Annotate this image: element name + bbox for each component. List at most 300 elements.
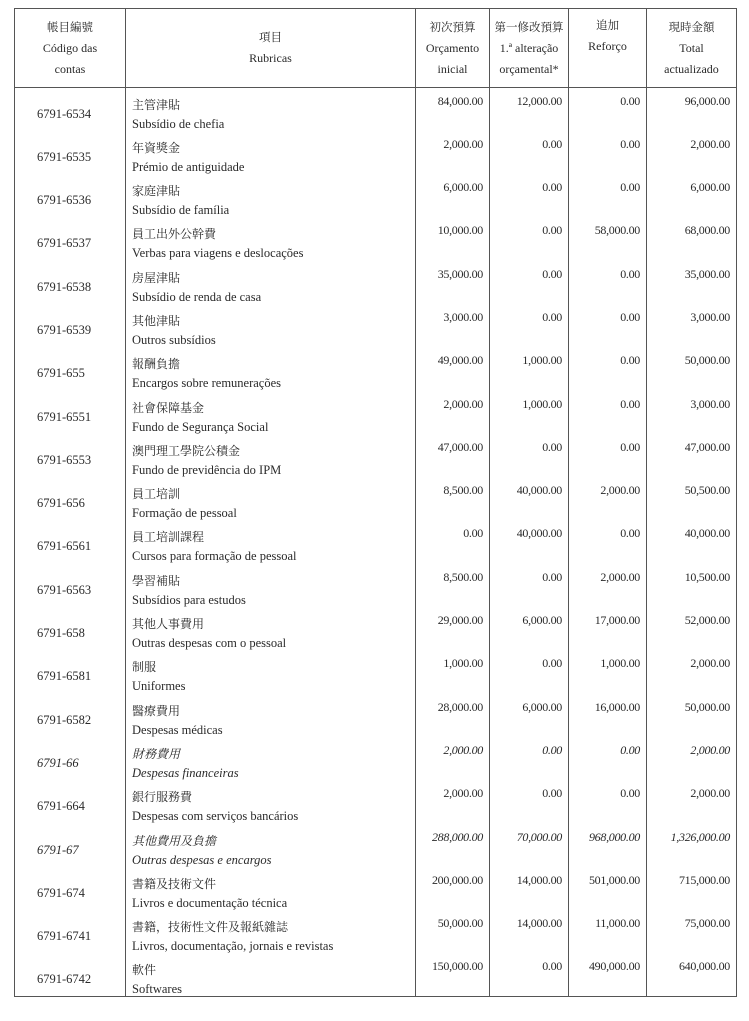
initial-value: 50,000.00 [437,916,483,931]
initial-value: 47,000.00 [437,439,483,454]
item-cell [126,867,416,910]
alteration-value: 14,000.00 [516,872,562,887]
reinforcement-value: 501,000.00 [588,872,640,887]
item-zh: 制服 [132,660,157,675]
total-value: 47,000.00 [684,439,730,454]
item-pt: Prémio de antiguidade [132,159,245,174]
item-zh: 其他人事費用 [132,617,205,632]
account-code: 6791-6535 [37,149,92,164]
reinforcement-cell [569,174,647,217]
initial-value: 8,500.00 [443,483,483,498]
header-code-zh: 帳目編號 [47,19,93,34]
table-row [15,867,737,910]
item-pt: Outras despesas e encargos [132,852,272,867]
total-value: 2,000.00 [690,656,730,671]
code-cell [15,694,126,737]
reinforcement-cell [569,824,647,867]
item-zh: 員工培訓課程 [132,530,205,545]
code-cell [15,347,126,390]
item-pt: Livros, documentação, jornais e revistas [132,939,334,954]
initial-value: 35,000.00 [437,266,483,281]
reinforcement-value: 0.00 [620,439,640,454]
total-cell [647,391,737,434]
alteration-cell [490,174,569,217]
initial-cell [416,564,490,607]
total-value: 68,000.00 [684,223,730,238]
alteration-value: 0.00 [542,136,562,151]
alteration-cell [490,824,569,867]
initial-value: 0.00 [463,526,483,541]
table-body [15,88,737,997]
header-reinforcement-pt: Reforço [588,39,627,53]
reinforcement-cell [569,694,647,737]
table-header [15,9,737,88]
header-total-pt1: Total [679,40,704,55]
initial-cell [416,650,490,693]
initial-value: 1,000.00 [443,656,483,671]
total-cell [647,780,737,823]
reinforcement-cell [569,520,647,563]
reinforcement-value: 968,000.00 [588,829,640,844]
code-cell [15,477,126,520]
account-code: 6791-67 [37,842,79,857]
table-row [15,174,737,217]
initial-cell [416,261,490,304]
total-cell [647,650,737,693]
code-cell [15,650,126,693]
item-pt: Subsídio de chefia [132,117,225,131]
alteration-cell [490,564,569,607]
alteration-value: 0.00 [542,742,562,757]
budget-table [14,8,737,997]
alteration-value: 6,000.00 [522,699,562,714]
reinforcement-value: 0.00 [620,786,640,801]
alteration-value: 0.00 [542,266,562,281]
code-cell [15,131,126,174]
initial-cell [416,737,490,780]
total-cell [647,261,737,304]
alteration-cell [490,217,569,260]
item-cell [126,824,416,867]
item-cell [126,347,416,390]
item-zh: 家庭津貼 [132,184,181,199]
initial-value: 29,000.00 [437,613,483,628]
account-code: 6791-6551 [37,409,92,424]
initial-cell [416,520,490,563]
initial-value: 2,000.00 [443,396,483,411]
code-cell [15,217,126,260]
total-cell [647,434,737,477]
code-cell [15,174,126,217]
item-zh: 其他津貼 [132,313,181,328]
initial-value: 2,000.00 [443,742,483,757]
header-item-zh: 項目 [259,30,282,44]
code-cell [15,564,126,607]
total-cell [647,174,737,217]
item-cell [126,174,416,217]
header-initial [416,9,490,88]
table-row [15,261,737,304]
reinforcement-cell [569,304,647,347]
item-zh: 醫療費用 [132,703,181,718]
total-value: 3,000.00 [690,396,730,411]
initial-value: 2,000.00 [443,136,483,151]
alteration-cell [490,607,569,650]
item-zh: 軟件 [132,963,157,978]
item-zh: 澳門理工學院公積金 [132,443,241,458]
alteration-value: 0.00 [542,656,562,671]
item-zh: 財務費用 [132,746,181,761]
reinforcement-value: 0.00 [620,742,640,757]
item-pt: Outras despesas com o pessoal [132,636,287,651]
item-pt: Despesas médicas [132,722,223,737]
code-cell [15,304,126,347]
total-cell [647,607,737,650]
item-zh: 社會保障基金 [132,400,205,415]
total-cell [647,477,737,520]
reinforcement-value: 2,000.00 [600,569,640,584]
total-cell [647,347,737,390]
header-item [126,9,416,88]
header-reinforcement [569,9,647,88]
table-row [15,88,737,131]
item-zh: 其他費用及負擔 [132,833,217,848]
reinforcement-value: 0.00 [620,353,640,368]
total-value: 40,000.00 [684,526,730,541]
item-zh: 主管津貼 [132,98,181,112]
account-code: 6791-6742 [37,972,92,987]
item-cell [126,780,416,823]
item-pt: Subsídios para estudos [132,592,246,607]
item-zh: 銀行服務費 [132,790,193,805]
initial-value: 8,500.00 [443,569,483,584]
code-cell [15,780,126,823]
table-row [15,824,737,867]
initial-value: 10,000.00 [437,223,483,238]
table-row [15,131,737,174]
code-cell [15,88,126,131]
initial-value: 2,000.00 [443,786,483,801]
table-row [15,304,737,347]
alteration-value: 6,000.00 [522,613,562,628]
table-row [15,217,737,260]
total-value: 52,000.00 [684,613,730,628]
total-cell [647,88,737,131]
alteration-cell [490,650,569,693]
item-pt: Formação de pessoal [132,506,237,521]
item-cell [126,131,416,174]
total-cell [647,304,737,347]
alteration-value: 0.00 [542,309,562,324]
initial-cell [416,347,490,390]
total-cell [647,520,737,563]
initial-cell [416,304,490,347]
total-value: 1,326,000.00 [670,829,730,844]
reinforcement-value: 11,000.00 [595,916,640,931]
item-cell [126,391,416,434]
item-zh: 房屋津貼 [132,270,181,285]
account-code: 6791-664 [37,799,85,814]
code-cell [15,867,126,910]
item-cell [126,477,416,520]
reinforcement-cell [569,217,647,260]
account-code: 6791-6581 [37,669,92,684]
alteration-value: 0.00 [542,569,562,584]
alteration-cell [490,131,569,174]
header-code [15,9,126,88]
alteration-value: 1,000.00 [522,353,562,368]
header-initial-pt1: Orçamento [425,40,480,55]
item-cell [126,694,416,737]
initial-cell [416,174,490,217]
initial-value: 28,000.00 [437,699,483,714]
initial-value: 3,000.00 [443,309,483,324]
code-cell [15,953,126,996]
reinforcement-cell [569,261,647,304]
alteration-value: 40,000.00 [516,483,562,498]
initial-cell [416,391,490,434]
item-cell [126,520,416,563]
total-value: 50,000.00 [684,699,730,714]
reinforcement-value: 0.00 [620,136,640,151]
alteration-cell [490,434,569,477]
alteration-value: 40,000.00 [516,526,562,541]
reinforcement-cell [569,650,647,693]
initial-value: 49,000.00 [437,353,483,368]
total-value: 75,000.00 [684,916,730,931]
account-code: 6791-656 [37,496,85,511]
item-cell [126,261,416,304]
table-row [15,953,737,996]
item-pt: Subsídio de renda de casa [132,289,262,304]
table-row [15,650,737,693]
account-code: 6791-658 [37,626,85,641]
total-value: 2,000.00 [690,786,730,801]
initial-cell [416,953,490,996]
item-zh: 書籍及技術文件 [132,876,217,891]
alteration-cell [490,780,569,823]
reinforcement-cell [569,564,647,607]
header-total-pt2: actualizado [664,61,719,76]
table-row [15,347,737,390]
item-pt: Despesas com serviços bancários [132,809,299,824]
header-total-zh: 現時金額 [668,19,715,34]
item-pt: Softwares [132,982,182,997]
item-pt: Livros e documentação técnica [132,895,288,910]
initial-value: 288,000.00 [431,829,483,844]
item-pt: Verbas para viagens e deslocações [132,246,304,261]
total-value: 715,000.00 [678,872,730,887]
header-code-pt1: Código das [42,40,98,55]
alteration-value: 12,000.00 [516,94,562,108]
reinforcement-value: 17,000.00 [594,613,640,628]
reinforcement-value: 1,000.00 [600,656,640,671]
alteration-value: 0.00 [542,223,562,238]
header-total [647,9,737,88]
item-pt: Uniformes [132,679,186,694]
initial-cell [416,910,490,953]
initial-cell [416,131,490,174]
initial-value: 6,000.00 [443,180,483,195]
total-cell [647,564,737,607]
item-zh: 年資獎金 [132,140,181,155]
total-cell [647,824,737,867]
total-value: 640,000.00 [678,959,730,974]
initial-cell [416,780,490,823]
reinforcement-cell [569,780,647,823]
total-value: 96,000.00 [684,94,730,108]
item-cell [126,607,416,650]
code-cell [15,607,126,650]
initial-cell [416,824,490,867]
account-code: 6791-674 [37,885,85,900]
total-cell [647,953,737,996]
alteration-cell [490,910,569,953]
item-cell [126,650,416,693]
account-code: 6791-6534 [37,107,92,121]
code-cell [15,520,126,563]
item-cell [126,737,416,780]
item-zh: 員工出外公幹費 [132,227,217,242]
alteration-cell [490,953,569,996]
code-cell [15,737,126,780]
initial-value: 84,000.00 [437,94,483,108]
reinforcement-cell [569,910,647,953]
header-item-pt: Rubricas [249,51,292,65]
reinforcement-cell [569,607,647,650]
alteration-cell [490,391,569,434]
item-zh: 報酬負擔 [132,357,181,372]
alteration-cell [490,304,569,347]
account-code: 6791-6537 [37,236,92,251]
item-zh: 員工培訓 [132,487,181,502]
header-alteration-pt2: orçamental* [499,61,559,76]
reinforcement-cell [569,88,647,131]
initial-value: 150,000.00 [431,959,483,974]
item-zh: 書籍，技術性文件及報紙雜誌 [132,920,289,935]
initial-cell [416,867,490,910]
initial-value: 200,000.00 [431,872,483,887]
header-initial-zh: 初次預算 [429,19,476,34]
header-alteration-zh: 第一修改預算 [494,19,564,34]
total-cell [647,910,737,953]
reinforcement-cell [569,867,647,910]
reinforcement-value: 16,000.00 [594,699,640,714]
reinforcement-cell [569,347,647,390]
alteration-value: 14,000.00 [516,916,562,931]
item-cell [126,88,416,131]
reinforcement-value: 0.00 [620,180,640,195]
total-value: 2,000.00 [690,742,730,757]
table-row [15,607,737,650]
code-cell [15,434,126,477]
item-pt: Encargos sobre remunerações [132,376,282,391]
alteration-cell [490,867,569,910]
item-cell [126,564,416,607]
reinforcement-value: 58,000.00 [594,223,640,238]
table-row [15,780,737,823]
alteration-cell [490,347,569,390]
table-row [15,477,737,520]
reinforcement-value: 2,000.00 [600,483,640,498]
total-value: 35,000.00 [684,266,730,281]
initial-cell [416,217,490,260]
reinforcement-value: 0.00 [620,526,640,541]
table-row [15,391,737,434]
initial-cell [416,88,490,131]
table-row [15,564,737,607]
account-code: 6791-6582 [37,712,92,727]
item-pt: Despesas financeiras [132,765,239,780]
table-row [15,910,737,953]
total-cell [647,737,737,780]
alteration-value: 0.00 [542,180,562,195]
item-pt: Fundo de Segurança Social [132,419,269,434]
account-code: 6791-655 [37,366,85,381]
reinforcement-value: 0.00 [620,266,640,281]
total-value: 2,000.00 [690,136,730,151]
table-row [15,694,737,737]
total-value: 6,000.00 [690,180,730,195]
alteration-cell [490,520,569,563]
initial-cell [416,607,490,650]
code-cell [15,824,126,867]
reinforcement-cell [569,737,647,780]
item-pt: Outros subsídios [132,332,216,347]
total-cell [647,131,737,174]
reinforcement-value: 490,000.00 [588,959,640,974]
initial-cell [416,477,490,520]
reinforcement-value: 0.00 [620,396,640,411]
alteration-cell [490,261,569,304]
item-cell [126,953,416,996]
total-value: 3,000.00 [690,309,730,324]
code-cell [15,391,126,434]
account-code: 6791-6536 [37,193,92,208]
reinforcement-cell [569,953,647,996]
reinforcement-value: 0.00 [620,94,640,108]
total-cell [647,867,737,910]
total-value: 50,000.00 [684,353,730,368]
header-alteration-pt1: 1.ª alteração [499,40,559,55]
total-cell [647,694,737,737]
table-row [15,434,737,477]
header-code-pt2: contas [54,61,86,76]
initial-cell [416,694,490,737]
alteration-value: 1,000.00 [522,396,562,411]
table-row [15,737,737,780]
item-pt: Fundo de previdência do IPM [132,462,282,477]
item-cell [126,910,416,953]
account-code: 6791-6538 [37,279,92,294]
item-cell [126,434,416,477]
alteration-value: 0.00 [542,439,562,454]
total-value: 10,500.00 [684,569,730,584]
total-cell [647,217,737,260]
header-reinforcement-zh: 追加 [596,18,619,32]
initial-cell [416,434,490,477]
item-cell [126,304,416,347]
alteration-value: 70,000.00 [516,829,562,844]
alteration-cell [490,737,569,780]
alteration-cell [490,694,569,737]
item-cell [126,217,416,260]
reinforcement-cell [569,131,647,174]
alteration-cell [490,88,569,131]
item-pt: Cursos para formação de pessoal [132,549,297,564]
alteration-cell [490,477,569,520]
alteration-value: 0.00 [542,959,562,974]
